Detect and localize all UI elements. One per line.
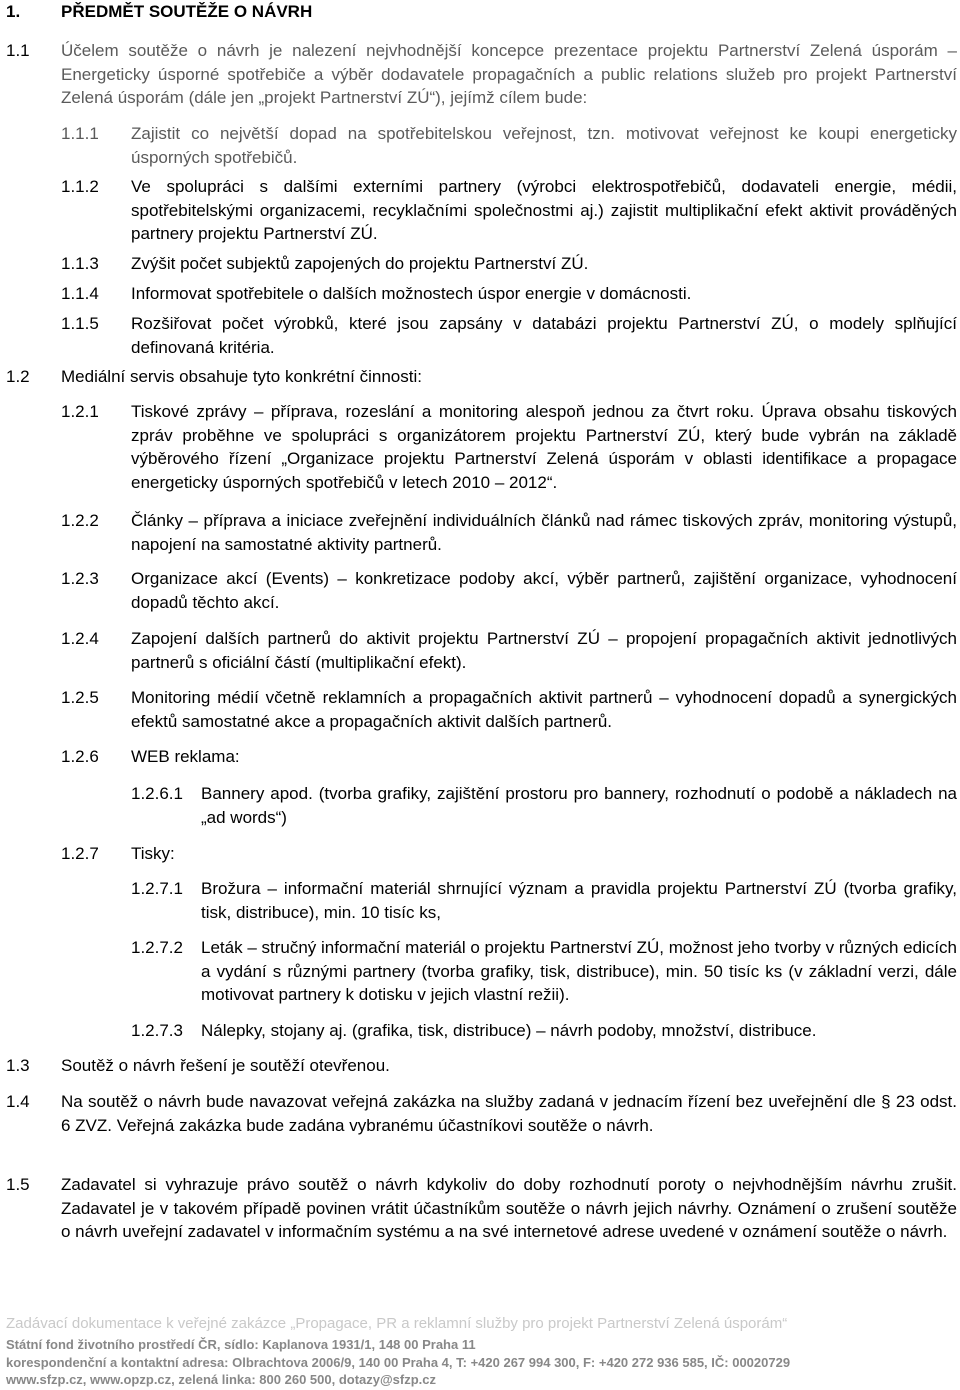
item-text: Zajistit co největší dopad na spotřebitelskou veřejnost, tzn. motivovat veřejnost ke koupi energeticky úsporných spotřebičů. <box>131 124 957 167</box>
paragraph-text: Zadavatel si vyhrazuje právo soutěž o návrh kdykoliv do doby rozhodnutí poroty o nejvhodnějším návrhu zrušit. Zadavatel je v takovém případě povinen vrátit účastníkům soutěže o návrh jejich návrhy. Oznámení o zrušení soutěže o návrh uveřejní zadavatel v informačním systému a na své internetové adrese uvedené v oznámení soutěže o návrh. <box>61 1175 957 1241</box>
paragraph-number: 1.4 <box>6 1092 30 1111</box>
item-number: 1.2.7 <box>61 844 99 863</box>
item-number: 1.2.2 <box>61 511 99 530</box>
page-footer <box>6 1314 956 1389</box>
item-number: 1.1.3 <box>61 254 99 273</box>
section-heading <box>6 2 312 22</box>
item-text: Tisky: <box>131 844 175 863</box>
item-text: Zapojení dalších partnerů do aktivit projektu Partnerství ZÚ – propojení propagačních aktivit jednotlivých partnerů s oficiální částí (multiplikační efekt). <box>131 629 957 672</box>
footer-web: www.sfzp.cz, www.opzp.cz, zelená linka: 800 260 500, dotazy@sfzp.cz <box>6 1372 437 1387</box>
item-number: 1.1.1 <box>61 124 99 143</box>
item-number: 1.2.7.3 <box>131 1021 183 1040</box>
item-number: 1.2.5 <box>61 688 99 707</box>
footer-contact: korespondenční a kontaktní adresa: Olbrachtova 2006/9, 140 00 Praha 4, T: +420 267 994 300, F: +420 272 936 585, IČ: 00020729 <box>6 1354 791 1370</box>
paragraph-text: Mediální servis obsahuje tyto konkrétní činnosti: <box>61 367 422 386</box>
item-number: 1.2.4 <box>61 629 99 648</box>
item-text: Organizace akcí (Events) – konkretizace podoby akcí, výběr partnerů, zajištění organizace, vyhodnocení dopadů těchto akcí. <box>131 569 957 612</box>
item-text: Ve spolupráci s dalšími externími partnery (výrobci elektrospotřebičů, dodavateli energie, médii, spotřebitelskými organizacemi, recyklačními společnostmi aj.) zajistit multiplikační efekt aktivit prováděných partnery projektu Partnerství ZÚ. <box>131 177 957 243</box>
item-number: 1.1.5 <box>61 314 99 333</box>
item-text: Brožura – informační materiál shrnující význam a pravidla projektu Partnerství ZÚ (tvorba grafiky, tisk, distribuce), min. 10 tisíc ks, <box>201 879 957 922</box>
paragraph-text: Na soutěž o návrh bude navazovat veřejná zakázka na služby zadaná v jednacím řízení bez uveřejnění dle § 23 odst. 6 ZVZ. Veřejná zakázka bude zadána vybranému účastníkovi soutěže o návrh. <box>61 1092 957 1135</box>
item-number: 1.2.6 <box>61 747 99 766</box>
item-number: 1.2.3 <box>61 569 99 588</box>
item-text: Informovat spotřebitele o dalších možnostech úspor energie v domácnosti. <box>131 284 692 303</box>
item-number: 1.2.7.1 <box>131 879 183 898</box>
paragraph-number: 1.5 <box>6 1175 30 1194</box>
item-text: Tiskové zprávy – příprava, rozeslání a monitoring alespoň jednou za čtvrt roku. Úprava obsahu tiskových zpráv proběhne ve spolupráci s organizátorem projektu Partnerství ZÚ, který bude vybrán na základě výběrového řízení „Organizace projektu Partnerství Zelená úsporám v oblasti identifikace a propagace energeticky úsporných spotřebičů v letech 2010 – 2012“. <box>131 402 957 492</box>
item-text: Články – příprava a iniciace zveřejnění individuálních článků nad rámec tiskových zpráv, monitoring výstupů, napojení na samostatné aktivity partnerů. <box>131 511 957 554</box>
paragraph-text: Soutěž o návrh řešení je soutěží otevřenou. <box>61 1056 390 1075</box>
item-number: 1.2.7.2 <box>131 938 183 957</box>
item-text: Bannery apod. (tvorba grafiky, zajištění prostoru pro bannery, rozhodnutí o podobě a nákladech na „ad words“) <box>201 784 957 827</box>
item-number: 1.2.6.1 <box>131 784 183 803</box>
heading-title: PŘEDMĚT SOUTĚŽE O NÁVRH <box>61 2 313 21</box>
footer-document-title: Zadávací dokumentace k veřejné zakázce „Propagace, PR a reklamní služby pro projekt Partnerství Zelená úsporám“ <box>6 1315 788 1332</box>
item-text: Nálepky, stojany aj. (grafika, tisk, distribuce) – návrh podoby, množství, distribuce. <box>201 1021 817 1040</box>
item-text: Monitoring médií včetně reklamních a propagačních aktivit partnerů – vyhodnocení dopadů a synergických efektů samostatné akce a propagačních aktivit dalších partnerů. <box>131 688 957 731</box>
item-text: Leták – stručný informační materiál o projektu Partnerství ZÚ, možnost jeho tvorby v různých edicích a vydání s různými partnery (tvorba grafiky, tisk, distribuce), min. 50 tisíc ks (v základní verzi, dále motivovat partnery k dotisku v jejich vlastní režii). <box>201 938 957 1004</box>
heading-number: 1. <box>6 2 21 21</box>
paragraph-number: 1.1 <box>6 41 30 60</box>
paragraph-text: Účelem soutěže o návrh je nalezení nejvhodnější koncepce prezentace projektu Partnerství Zelená úsporám – Energeticky úsporné spotřebiče a výběr dodavatele propagačních a public relations služeb pro projekt Partnerství Zelená úsporám (dále jen „projekt Partnerství ZÚ“), jejímž cílem bude: <box>61 41 957 107</box>
item-text: Zvýšit počet subjektů zapojených do projektu Partnerství ZÚ. <box>131 254 589 273</box>
item-number: 1.1.4 <box>61 284 99 303</box>
footer-address: Státní fond životního prostředí ČR, sídlo: Kaplanova 1931/1, 148 00 Praha 11 <box>6 1337 476 1352</box>
paragraph-number: 1.2 <box>6 367 30 386</box>
item-text: Rozšiřovat počet výrobků, které jsou zapsány v databázi projektu Partnerství ZÚ, o modely splňující definovaná kritéria. <box>131 314 957 357</box>
item-number: 1.2.1 <box>61 402 99 421</box>
item-number: 1.1.2 <box>61 177 99 196</box>
item-text: WEB reklama: <box>131 747 240 766</box>
paragraph-number: 1.3 <box>6 1056 30 1075</box>
